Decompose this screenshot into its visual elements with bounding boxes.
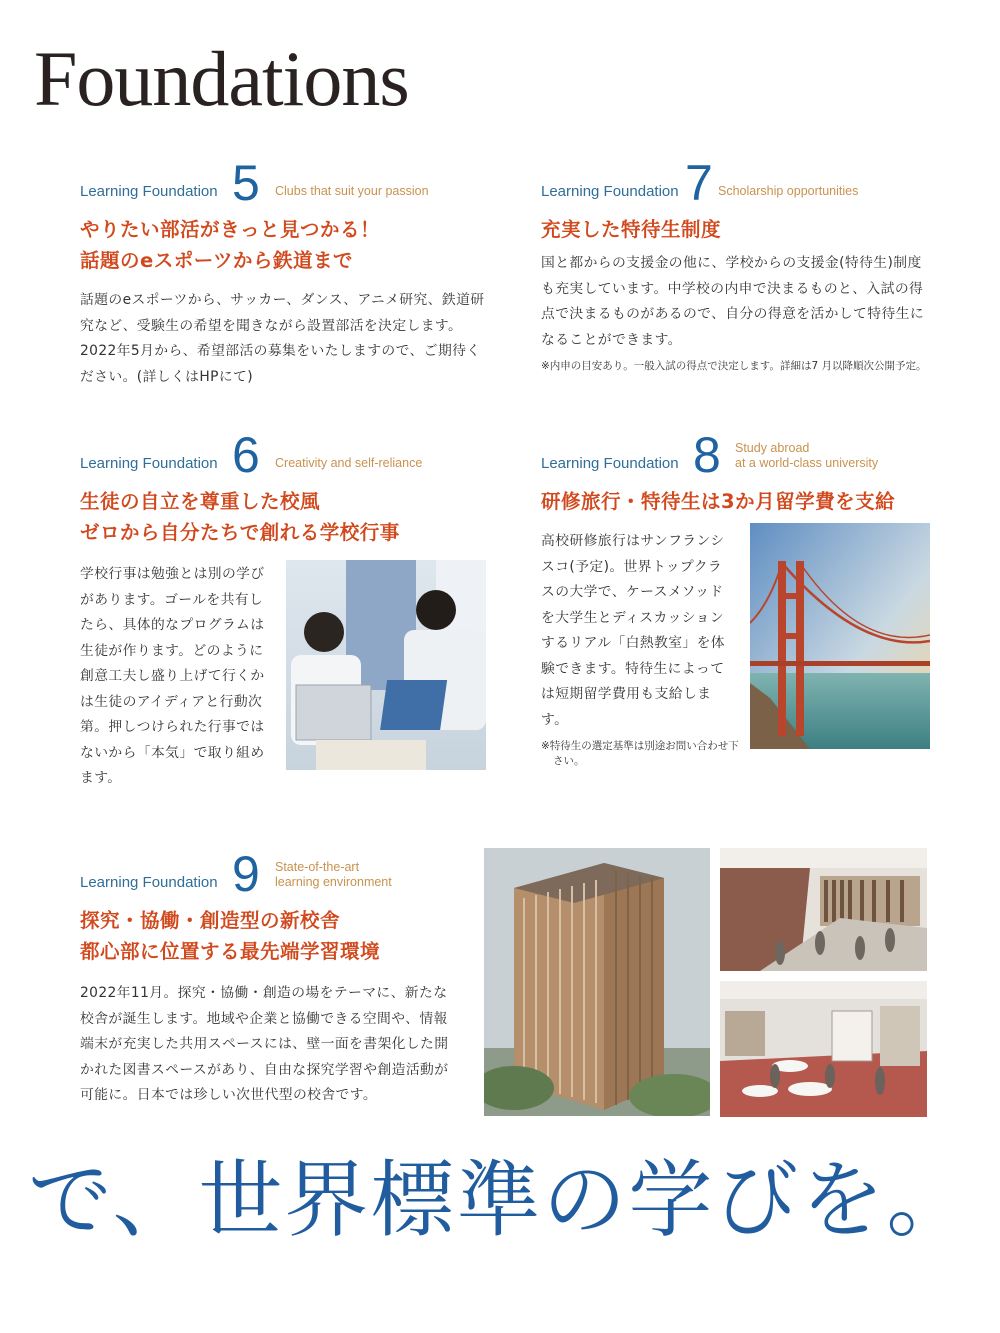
lf7-note: ※内申の目安あり。一般入試の得点で決定します。詳細は7 月以降順次公開予定。: [541, 360, 927, 372]
common-space-image: [720, 981, 927, 1117]
lf5-heading: [80, 214, 500, 276]
lf8-heading: [541, 486, 931, 517]
page-title: Foundations: [34, 35, 409, 122]
lf7-header: [541, 152, 931, 211]
lf6-subtitle: Creativity and self-reliance: [275, 455, 423, 470]
lf7-heading-line-1: 充実した特待生制度: [541, 218, 722, 241]
lf7-heading: [541, 214, 931, 245]
section-lf9: [80, 843, 480, 1109]
school-building-image: [484, 848, 710, 1116]
lf7-label: Learning Foundation: [541, 183, 679, 200]
lf5-subtitle: Clubs that suit your passion: [275, 183, 429, 198]
lf9-subtitle-line-2: learning environment: [275, 874, 392, 889]
lf5-header: [80, 152, 500, 211]
lf7-body: 国と都からの支援金の他に、学校からの支援金(特待生)制度も充実しています。中学校の内申で決まるものと、入試の得点で決まるものがあるので、自分の得意を活かして特待生になることができます。: [541, 255, 925, 348]
lf9-heading-line-1: 探究・協働・創造型の新校舎: [80, 909, 341, 932]
lf8-subtitle-line-2: at a world-class university: [735, 455, 879, 470]
lf9-body: 2022年11月。探究・協働・創造の場をテーマに、新たな校舎が誕生します。地域や企業と協働できる空間や、情報端末が充実した共用スペースには、壁一面を書架化した開かれた図書スペースがあり、自由な探究学習や創造活動が可能に。日本では珍しい次世代型の校舎です。: [80, 985, 449, 1103]
lf5-label: Learning Foundation: [80, 183, 218, 200]
lf5-heading-line-1: やりたい部活がきっと見つかる！: [80, 218, 381, 241]
lf8-label: Learning Foundation: [541, 455, 679, 472]
lf6-header: [80, 424, 500, 483]
section-lf5: [80, 152, 500, 390]
lf8-body: 高校研修旅行はサンフランシスコ(予定)。世界トップクラスの大学で、ケースメソッドを大学生とディスカッションするリアル「白熱教室」を体験できます。特待生によっては短期留学費用も支給します。: [541, 533, 726, 728]
lf8-heading-line-1: 研修旅行・特待生は3か月留学費を支給: [541, 490, 896, 513]
golden-gate-photo: [750, 523, 930, 749]
students-photo: [286, 560, 486, 770]
lf8-note: ※特待生の選定基準は別途お問い合わせ下さい。: [541, 740, 739, 767]
lf8-number: 8: [693, 427, 721, 483]
library-interior-image: [720, 848, 927, 971]
lf9-number: 9: [232, 846, 260, 902]
lf9-header: [80, 843, 480, 902]
lf8-subtitle-line-1: Study abroad: [735, 441, 810, 456]
library-photo: [720, 848, 927, 971]
school-building-photo: [484, 848, 710, 1116]
lf6-number: 6: [232, 427, 260, 483]
golden-gate-bridge-image: [750, 523, 930, 749]
students-laptops-image: [286, 560, 486, 770]
lf6-label: Learning Foundation: [80, 455, 218, 472]
lf6-heading-line-2: ゼロから自分たちで創れる学校行事: [80, 521, 400, 544]
lf6-heading-line-1: 生徒の自立を尊重した校風: [80, 490, 321, 513]
lf5-number: 5: [232, 155, 260, 211]
tagline: で、世界標準の学びを。: [28, 1151, 973, 1249]
common-space-photo: [720, 981, 927, 1117]
lf9-subtitle: [275, 860, 392, 889]
lf8-header: [541, 424, 931, 483]
section-lf7: [541, 152, 931, 374]
lf5-heading-line-2: 話題のeスポーツから鉄道まで: [80, 249, 353, 272]
lf7-number: 7: [685, 155, 713, 211]
lf7-subtitle: Scholarship opportunities: [718, 183, 859, 198]
lf9-label: Learning Foundation: [80, 874, 218, 891]
lf8-subtitle: [735, 441, 878, 470]
lf9-subtitle-line-1: State-of-the-art: [275, 860, 360, 875]
lf6-body: 学校行事は勉強とは別の学びがあります。ゴールを共有したら、具体的なプログラムは生徒が作ります。どのように創意工夫し盛り上げて行くかは生徒のアイディアと行動次第。押しつけられた行事ではないから「本気」で取り組めます。: [80, 566, 265, 786]
lf9-heading: [80, 905, 480, 967]
lf6-heading: [80, 486, 500, 548]
lf9-heading-line-2: 都心部に位置する最先端学習環境: [80, 940, 381, 963]
lf5-body: 話題のeスポーツから、サッカー、ダンス、アニメ研究、鉄道研究など、受験生の希望を聞きながら設置部活を決定します。2022年5月から、希望部活の募集をいたしますので、ご期待ください。(詳しくはHPにて): [80, 292, 485, 385]
